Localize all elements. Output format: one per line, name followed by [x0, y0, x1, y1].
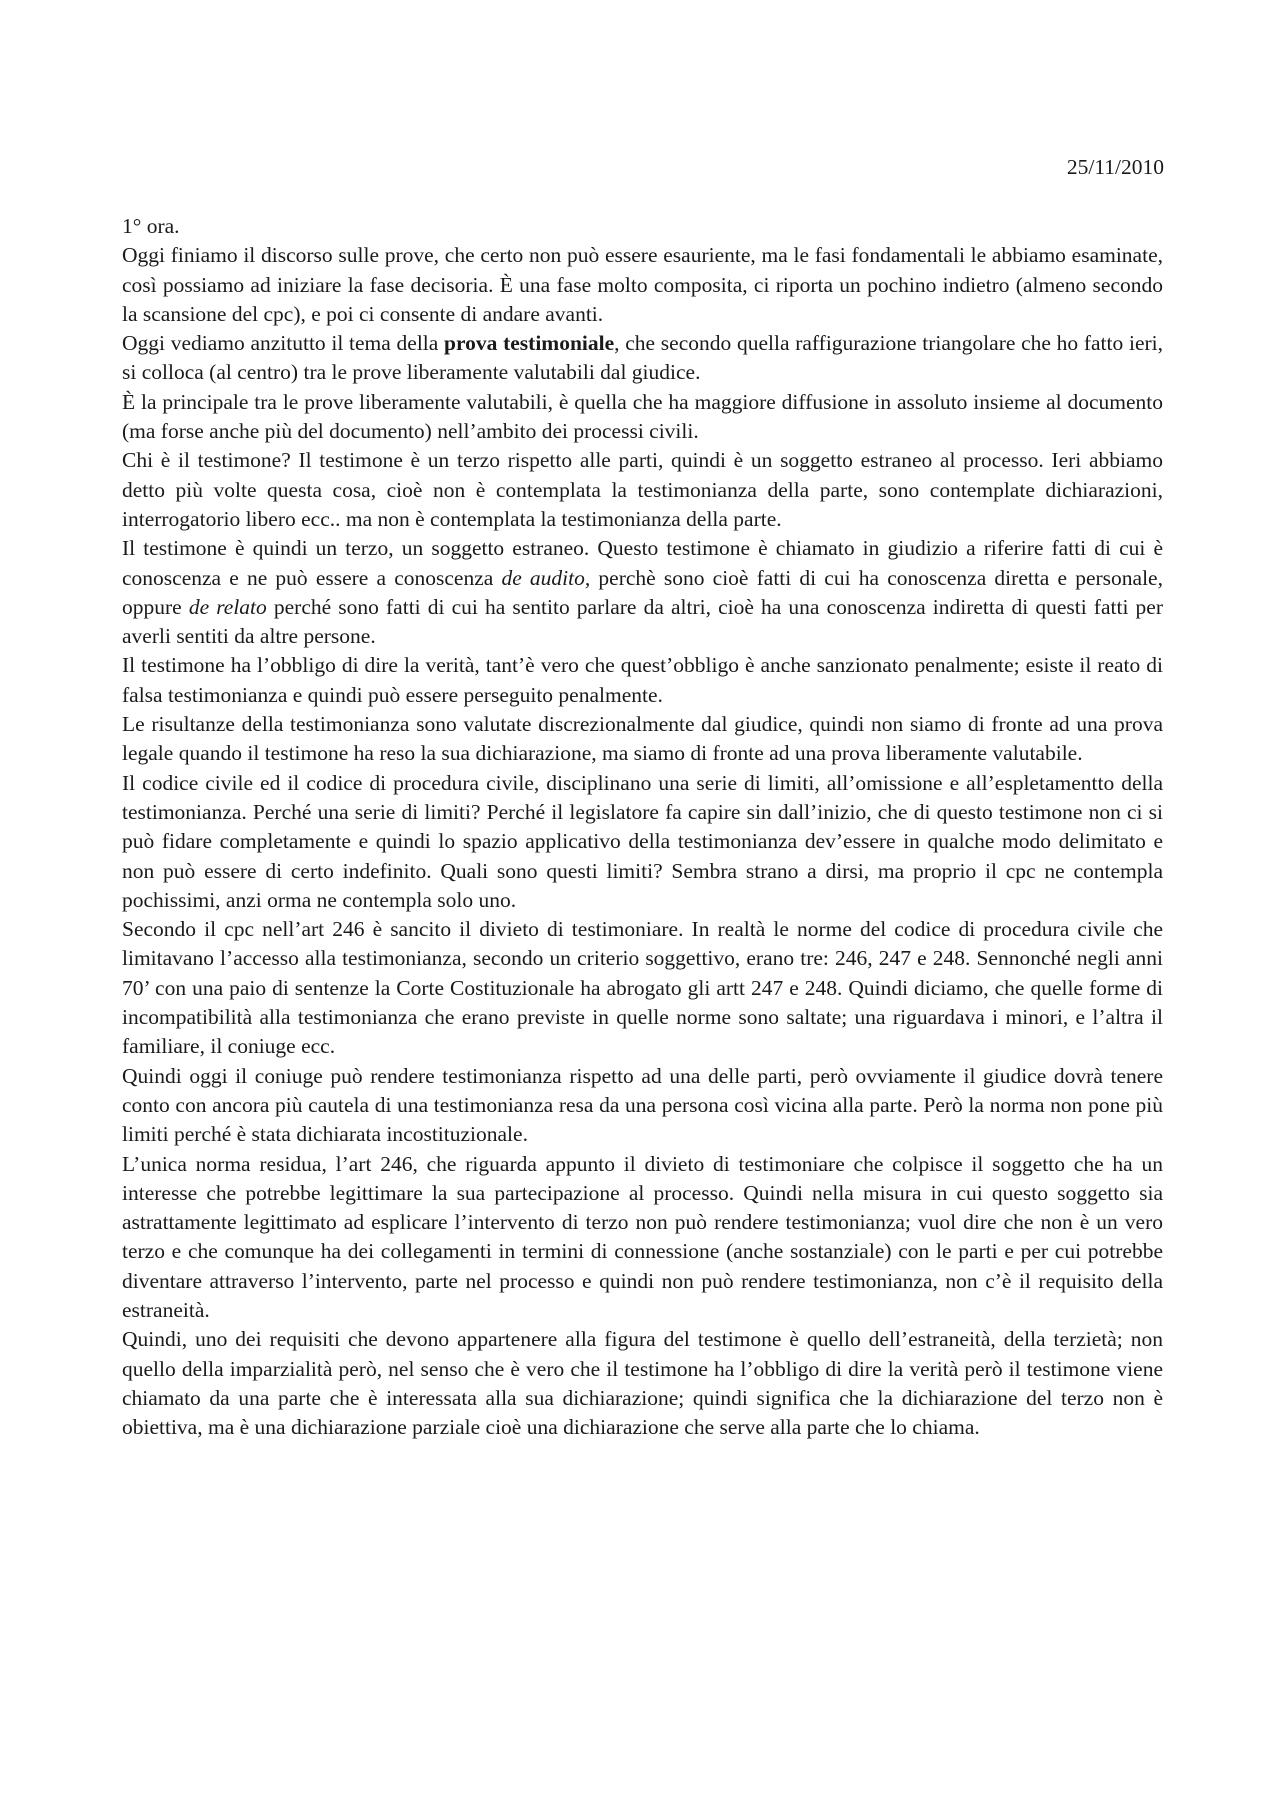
document-date: 25/11/2010 [1066, 155, 1164, 179]
paragraph-2-text-a: Oggi vediamo anzitutto il tema della [122, 331, 445, 356]
paragraph-2-text-b: , che secondo quella raffigurazione triangolare che ho fatto ieri, si colloca (al centro) tra le prove liberamente valutabili dal giudice. [122, 331, 1163, 385]
paragraph-8: Il codice civile ed il codice di procedura civile, disciplinano una serie di limiti, all’omissione e all’espletamentto della testimonianza. Perché una serie di limiti? Perché il legislatore fa capire sin dall’inizio, che di questo testimone non ci si può fidare completamente e quindi lo spazio applicativo della testimonianza dev’essere in qualche modo delimitato e non può essere di certo indefinito. Quali sono questi limiti? Sembra strano a dirsi, ma proprio il cpc ne contempla pochissimi, anzi orma ne contempla solo uno. [122, 770, 1163, 912]
paragraph-5 [122, 534, 1163, 651]
document-body [122, 212, 1163, 1442]
paragraph-6: Il testimone ha l’obbligo di dire la verità, tant’è vero che quest’obbligo è anche sanzionato penalmente; esiste il reato di falsa testimonianza e quindi può essere perseguito penalmente. [122, 653, 1163, 707]
paragraph-12: Quindi, uno dei requisiti che devono appartenere alla figura del testimone è quello dell’estraneità, della terzietà; non quello della imparzialità però, nel senso che è vero che il testimone ha l’obbligo di dire la verità però il testimone viene chiamato da una parte che è interessata alla sua dichiarazione; quindi significa che la dichiarazione del terzo non è obiettiva, ma è una dichiarazione parziale cioè una dichiarazione che serve alla parte che lo chiama. [122, 1327, 1163, 1440]
paragraph-2-bold-term: prova testimoniale [444, 331, 615, 356]
paragraph-7: Le risultanze della testimonianza sono valutate discrezionalmente dal giudice, quindi non siamo di fronte ad una prova legale quando il testimone ha reso la sua dichiarazione, ma siamo di fronte ad una prova liberamente valutabile. [122, 712, 1163, 766]
paragraph-4: Chi è il testimone? Il testimone è un terzo rispetto alle parti, quindi è un soggetto estraneo al processo. Ieri abbiamo detto più volte questa cosa, cioè non è contemplata la testimonianza della parte, sono contemplate dichiarazioni, interrogatorio libero ecc.. ma non è contemplata la testimonianza della parte. [122, 448, 1163, 531]
paragraph-9: Secondo il cpc nell’art 246 è sancito il divieto di testimoniare. In realtà le norme del codice di procedura civile che limitavano l’accesso alla testimonianza, secondo un criterio soggettivo, erano tre: 246, 247 e 248. Sennonché negli anni 70’ con una paio di sentenze la Corte Costituzionale ha abrogato gli artt 247 e 248. Quindi diciamo, che quelle forme di incompatibilità alla testimonianza che erano previste in quelle norme sono saltate; una riguardava i minori, e l’altra il familiare, il coniuge ecc. [122, 917, 1163, 1059]
paragraph-1: Oggi finiamo il discorso sulle prove, che certo non può essere esauriente, ma le fasi fondamentali le abbiamo esaminate, così possiamo ad iniziare la fase decisoria. È una fase molto composita, ci riporta un pochino indietro (almeno secondo la scansione del cpc), e poi ci consente di andare avanti. [122, 243, 1163, 326]
paragraph-10: Quindi oggi il coniuge può rendere testimonianza rispetto ad una delle parti, però ovviamente il giudice dovrà tenere conto con ancora più cautela di una testimonianza resa da una persona così vicina alla parte. Però la norma non pone più limiti perché è stata dichiarata incostituzionale. [122, 1063, 1163, 1147]
lesson-heading: 1° ora. [122, 214, 180, 238]
paragraph-11: L’unica norma residua, l’art 246, che riguarda appunto il divieto di testimoniare che colpisce il soggetto che ha un interesse che potrebbe legittimare la sua partecipazione al processo. Quindi nella misura in cui questo soggetto sia astrattamente legittimato ad esplicare l’intervento di terzo non può rendere testimonianza; vuol dire che non è un vero terzo e che comunque ha dei collegamenti in termini di connessione (anche sostanziale) con le parti e per cui potrebbe diventare attraverso l’intervento, parte nel processo e quindi non può rendere testimonianza, non c’è il requisito della estraneità. [122, 1151, 1163, 1322]
paragraph-5-text-a: Il testimone è quindi un terzo, un soggetto estraneo. Questo testimone è chiamato in giudizio a riferire fatti di cui è conoscenza e ne può essere a conoscenza [122, 536, 1163, 590]
paragraph-5-text-c: perché sono fatti di cui ha sentito parlare da altri, cioè ha una conoscenza indiretta di questi fatti per averli sentiti da altre persone. [122, 594, 1163, 649]
paragraph-3: È la principale tra le prove liberamente valutabili, è quella che ha maggiore diffusione in assoluto insieme al documento (ma forse anche più del documento) nell’ambito dei processi civili. [122, 389, 1163, 444]
paragraph-5-italic-de-audito: de audito, [501, 565, 591, 590]
paragraph-5-italic-de-relato: de relato [188, 594, 267, 619]
paragraph-2 [122, 329, 1163, 388]
paragraph-5-text-b: perchè sono cioè fatti di cui ha conoscenza diretta e personale, oppure [122, 565, 1163, 619]
